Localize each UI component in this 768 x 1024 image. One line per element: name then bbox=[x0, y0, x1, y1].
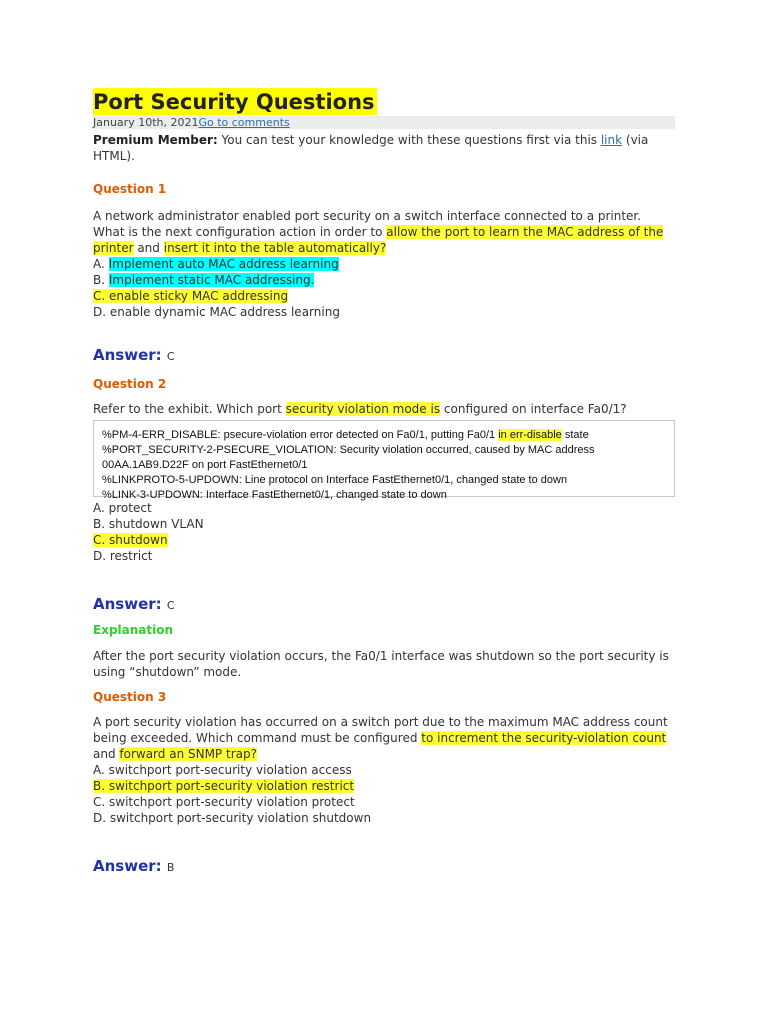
question-3-option-b: B. switchport port-security violation restrict bbox=[93, 779, 355, 793]
question-1-answer: Answer: C bbox=[93, 346, 175, 364]
question-2-answer: Answer: C bbox=[93, 595, 175, 613]
explanation-text: After the port security violation occurs, the Fa0/1 interface was shutdown so the port security is using “shutdown” mode. bbox=[93, 649, 669, 679]
premium-label: Premium Member: bbox=[93, 133, 218, 147]
question-2-text: Refer to the exhibit. Which port security violation mode is configured on interface Fa0/1? bbox=[93, 402, 627, 416]
question-1-option-b: B. Implement static MAC addressing. bbox=[93, 273, 315, 287]
question-3-text: A port security violation has occurred on a switch port due to the maximum MAC address count being exceeded. Which command must be configured to increment the security-violation count and forward an SNMP trap? bbox=[93, 715, 668, 761]
exhibit-line: %LINK-3-UPDOWN: Interface FastEthernet0/1, changed state to down bbox=[102, 489, 447, 501]
question-3-option-a: A. switchport port-security violation access bbox=[93, 763, 352, 777]
question-2-option-d: D. restrict bbox=[93, 549, 153, 563]
question-3-option-c: C. switchport port-security violation protect bbox=[93, 795, 355, 809]
question-1-option-a: A. Implement auto MAC address learning bbox=[93, 257, 339, 271]
exhibit-line: %PORT_SECURITY-2-PSECURE_VIOLATION: Security violation occurred, caused by MAC address bbox=[102, 444, 595, 456]
exhibit-line: 00AA.1AB9.D22F on port FastEthernet0/1 bbox=[102, 459, 308, 471]
exhibit-box bbox=[93, 420, 675, 501]
premium-link[interactable]: link bbox=[600, 133, 623, 147]
premium-note: Premium Member: You can test your knowledge with these questions first via this link (via HTML). bbox=[93, 133, 649, 163]
question-2-option-a: A. protect bbox=[93, 501, 152, 515]
question-1-option-c: C. enable sticky MAC addressing bbox=[93, 289, 289, 303]
question-3-answer: Answer: B bbox=[93, 857, 175, 875]
question-2-heading: Question 2 bbox=[93, 377, 167, 391]
exhibit-line: %PM-4-ERR_DISABLE: psecure-violation error detected on Fa0/1, putting Fa0/1 in err-disable state bbox=[102, 429, 589, 441]
question-1-heading: Question 1 bbox=[93, 182, 167, 196]
question-2-option-b: B. shutdown VLAN bbox=[93, 517, 204, 531]
question-3-heading: Question 3 bbox=[93, 690, 167, 704]
document-page bbox=[93, 88, 675, 878]
page-title: Port Security Questions bbox=[93, 90, 375, 114]
comments-link[interactable]: Go to comments bbox=[198, 116, 290, 129]
question-1-option-d: D. enable dynamic MAC address learning bbox=[93, 305, 340, 319]
question-2-option-c: C. shutdown bbox=[93, 533, 168, 547]
exhibit-line: %LINKPROTO-5-UPDOWN: Line protocol on Interface FastEthernet0/1, changed state to down bbox=[102, 474, 568, 486]
post-meta bbox=[93, 116, 675, 129]
question-3-option-d: D. switchport port-security violation shutdown bbox=[93, 811, 372, 825]
explanation-heading: Explanation bbox=[93, 623, 174, 637]
question-1-text: A network administrator enabled port security on a switch interface connected to a printer. What is the next configuration action in order to allow the port to learn the MAC address of the printer and insert it into the table automatically? bbox=[93, 209, 664, 255]
post-date: January 10th, 2021 bbox=[93, 116, 199, 129]
